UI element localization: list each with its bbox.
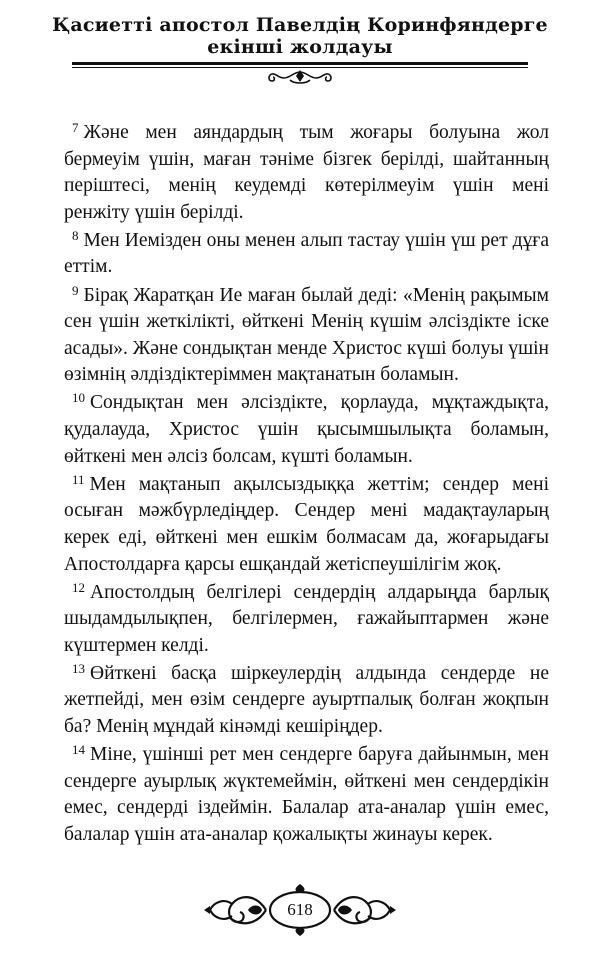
verse-text: Мен мақтанып ақылсыздыққа жеттім; сендер мені осыған мәжбүрледіңдер. Сендер мені мадақтауларың керек еді, өйткені мен ешкім болмасам да, жоғарыдағы Апостолдарға қарсы ешқандай жетіспеушілігім жоқ. bbox=[64, 473, 549, 575]
verse-8 bbox=[64, 228, 549, 281]
header-title-line-2: екінші жолдауы bbox=[207, 36, 393, 58]
verse-text: Бірақ Жаратқан Ие маған былай деді: «Менің рақымым сен үшін жеткілікті, өйткені Менің күшім әлсіздікте іске асады». Және сондықтан менде Христос күші болуы үшін өзімнің әлдіздіктеріммен мақтанатын боламын. bbox=[64, 284, 549, 386]
verse-7 bbox=[64, 120, 549, 226]
page-number: 618 bbox=[287, 900, 313, 919]
verse-number: 8 bbox=[72, 227, 79, 243]
verse-14 bbox=[64, 742, 549, 848]
verse-text: Мен Иемізден оны менен алып тастау үшін үш рет дұға еттім. bbox=[64, 229, 549, 278]
verse-text: Сондықтан мен әлсіздікте, қорлауда, мұқтаждықта, қудалауда, Христос үшін қысымшылықта боламын, өйткені мен әлсіз болсам, күшті боламын. bbox=[64, 392, 549, 467]
verse-number: 12 bbox=[72, 579, 85, 595]
verse-number: 14 bbox=[72, 742, 85, 758]
verse-number: 13 bbox=[72, 660, 85, 676]
verse-text: Апостолдың белгілері сендердің алдарыңда барлық шыдамдылықпен, белгілермен, ғажайыптармен және күштермен келді. bbox=[64, 581, 549, 656]
verse-text: Және мен аяндардың тым жоғары болуына жол бермеуім үшін, маған тәніме бізгек берілді, шайтанның періштесі, менің кеудемді көтерілмеуім үшін мені ренжіту үшін берілді. bbox=[64, 122, 549, 223]
header-ornament-icon bbox=[260, 68, 340, 88]
verse-text: Міне, үшінші рет мен сендерге баруға дайынмын, мен сендерге ауырлық жүктемеймін, өйткені мен сендердікін емес, сендерді іздеймін. Балалар ата-аналар үшін емес, балалар үшін ата-аналар қожалықты жинауы керек. bbox=[64, 744, 549, 845]
header-rule-thick bbox=[72, 62, 528, 65]
verse-number: 7 bbox=[72, 120, 79, 135]
header-title-line-1: Қасиетті апостол Павелдің Коринфяндерге bbox=[52, 14, 548, 36]
verse-content bbox=[64, 120, 549, 850]
verse-number: 10 bbox=[72, 390, 85, 406]
verse-number: 11 bbox=[72, 471, 85, 487]
verse-number: 9 bbox=[72, 282, 79, 298]
verse-9 bbox=[64, 283, 549, 389]
verse-11 bbox=[64, 472, 549, 578]
verse-12 bbox=[64, 580, 549, 660]
verse-13 bbox=[64, 661, 549, 741]
verse-10 bbox=[64, 390, 549, 470]
verse-text: Өйткені басқа шіркеулердің алдында сендерде не жетпейді, мен өзім сендерге ауыртпалық болған жоқпын ба? Менің мұндай кінәмді кешіріңдер. bbox=[64, 662, 549, 738]
running-header bbox=[0, 14, 600, 58]
